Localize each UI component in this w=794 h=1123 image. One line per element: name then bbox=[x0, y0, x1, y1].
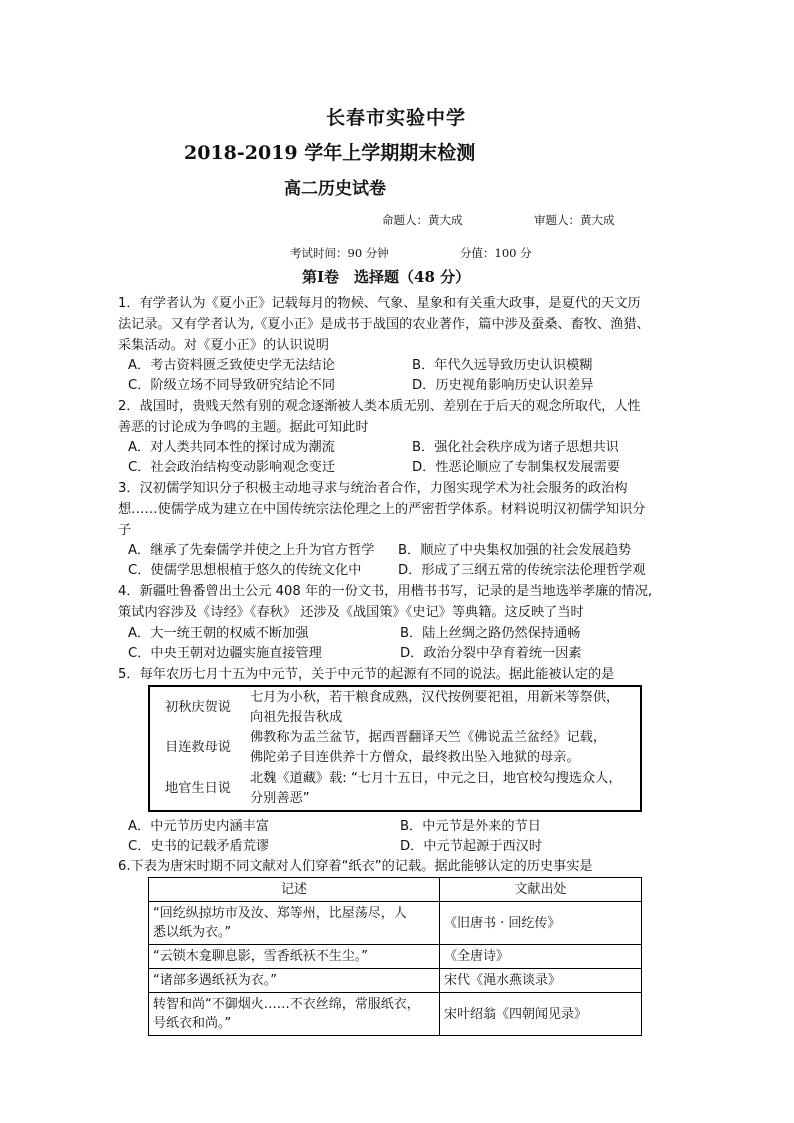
q1-line-2: 法记录。又有学者认为,《夏小正》是成书于战国的农业著作，篇中涉及蚕桑、畜牧、渔猎、 bbox=[118, 317, 650, 332]
q6-record bbox=[149, 993, 440, 1036]
q6-source: 宋代《渑水燕谈录》 bbox=[440, 969, 642, 993]
q5-option-a: A．中元节历史内涵丰富 bbox=[128, 819, 269, 834]
q5-row-line: 向祖先报告秋成 bbox=[250, 709, 343, 725]
q4-option-d: D．政治分裂中孕育着统一因素 bbox=[400, 646, 582, 661]
q5-option-c: C．史书的记载矛盾荒谬 bbox=[128, 839, 270, 854]
q5-row-line: 七月为小秋，若干粮食成熟，汉代按例要祀祖，用新米等祭供， bbox=[250, 689, 620, 705]
table-row bbox=[149, 686, 641, 728]
q5-row-text bbox=[246, 686, 641, 728]
q4-option-c: C．中央王朝对边疆实施直接管理 bbox=[128, 646, 322, 661]
q6-record-line: 号纸衣和尚。” bbox=[153, 1016, 232, 1031]
q6-record-line: “诸部多遇纸袄为衣。” bbox=[153, 973, 277, 988]
q1-line-3: 采集活动。对《夏小正》的认识说明 bbox=[118, 338, 329, 353]
q6-table bbox=[148, 877, 642, 1036]
q6-record bbox=[149, 902, 440, 945]
table-row bbox=[149, 945, 642, 969]
table-row bbox=[149, 993, 642, 1036]
q4-option-a: A．大一统王朝的权威不断加强 bbox=[128, 626, 309, 641]
q6-source: 《旧唐书 · 回纥传》 bbox=[440, 902, 642, 945]
q5-row-line: 分别善恶” bbox=[250, 791, 310, 807]
q5-row-text bbox=[246, 769, 641, 811]
q3-option-c: C．使儒学思想根植于悠久的传统文化中 bbox=[128, 563, 362, 578]
q1-option-d: D．历史视角影响历史认识差异 bbox=[412, 378, 594, 393]
q5-option-d: D．中元节起源于西汉时 bbox=[400, 839, 543, 854]
q1-line-1: 1．有学者认为《夏小正》记载每月的物候、气象、星象和有关重大政事，是夏代的天文历 bbox=[118, 296, 641, 311]
q3-line-3: 子 bbox=[118, 523, 132, 538]
q2-option-b: B．强化社会秩序成为诸子思想共识 bbox=[412, 440, 619, 455]
q1-option-c: C．阶级立场不同导致研究结论不同 bbox=[128, 378, 336, 393]
q5-row-key: 目连救母说 bbox=[165, 740, 231, 756]
setter: 命题人：黄大成 bbox=[382, 213, 463, 227]
q6-source: 《全唐诗》 bbox=[440, 945, 642, 969]
table-row bbox=[149, 769, 641, 811]
exam-score: 分值：100 分 bbox=[460, 246, 532, 260]
table-row bbox=[149, 969, 642, 993]
q5-row-line: 佛教称为盂兰盆节，据西晋翻译天竺《佛说盂兰盆经》记载， bbox=[250, 730, 607, 746]
q6-record-line: 转智和尚“不御烟火……不衣丝绵，常服纸衣， bbox=[153, 997, 420, 1012]
q2-line-2: 善恶的讨论成为争鸣的主题。据此可知此时 bbox=[118, 420, 369, 435]
q6-stem: 6.下表为唐宋时期不同文献对人们穿着“纸衣”的记载。据此能够认定的历史事实是 bbox=[118, 859, 593, 874]
section-title: 第Ⅰ卷 选择题（48 分） bbox=[302, 268, 471, 286]
q5-row-line: 佛陀弟子目连供养十方僧众，最终救出坠入地狱的母亲。 bbox=[250, 750, 580, 766]
q6-record bbox=[149, 945, 440, 969]
q6-record-line: “云锁木龛聊息影，雪香纸袄不生尘。” bbox=[153, 949, 368, 964]
school-name: 长春市实验中学 bbox=[326, 107, 467, 129]
q3-line-2: 想……使儒学成为建立在中国传统宗法伦理之上的严密哲学体系。材料说明汉初儒学知识分 bbox=[118, 502, 646, 517]
table-header-row bbox=[149, 878, 642, 902]
table-row bbox=[149, 728, 641, 769]
q4-line-1: 4．新疆吐鲁番曾出土公元 408 年的一份文书，用楷书书写，记录的是当地选举孝廉的情况, bbox=[118, 584, 653, 599]
q3-line-1: 3．汉初儒学知识分子积极主动地寻求与统治者合作，力图实现学术为社会服务的政治构 bbox=[118, 481, 628, 496]
q3-option-a: A．继承了先秦儒学并使之上升为官方哲学 bbox=[128, 543, 375, 558]
table-row bbox=[149, 902, 642, 945]
q3-option-d: D．形成了三纲五常的传统宗法伦理哲学观 bbox=[398, 563, 646, 578]
q5-row-line: 北魏《道藏》载: “七月十五日，中元之日，地官校勾搜选众人， bbox=[250, 771, 622, 787]
q6-header-source: 文献出处 bbox=[440, 878, 642, 902]
q5-option-b: B．中元节是外来的节日 bbox=[400, 819, 541, 834]
q6-record-line: 悉以纸为衣。” bbox=[153, 925, 232, 940]
q2-option-a: A．对人类共同本性的探讨成为潮流 bbox=[128, 440, 335, 455]
q6-header-record: 记述 bbox=[149, 878, 440, 902]
q6-record bbox=[149, 969, 440, 993]
q5-row-key: 地官生日说 bbox=[165, 781, 231, 797]
q1-option-a: A．考古资料匮乏致使史学无法结论 bbox=[128, 358, 335, 373]
q4-line-2: 策试内容涉及《诗经》《春秋》 还涉及《战国策》《史记》等典籍。这反映了当时 bbox=[118, 605, 584, 620]
reviewer: 审题人：黄大成 bbox=[534, 213, 615, 227]
q5-stem: 5．每年农历七月十五为中元节，关于中元节的起源有不同的说法。据此能被认定的是 bbox=[118, 667, 615, 682]
q5-table bbox=[148, 685, 642, 812]
q5-row-key: 初秋庆贺说 bbox=[165, 699, 231, 715]
q3-option-b: B．顺应了中央集权加强的社会发展趋势 bbox=[398, 543, 632, 558]
q6-record-line: “回纥纵掠坊市及汝、郑等州，比屋荡尽，人 bbox=[153, 906, 407, 921]
exam-subject: 高二历史试卷 bbox=[284, 179, 386, 199]
q1-option-b: B．年代久远导致历史认识模糊 bbox=[412, 358, 593, 373]
q2-option-c: C．社会政治结构变动影响观念变迁 bbox=[128, 460, 336, 475]
exam-time: 考试时间：90 分钟 bbox=[290, 246, 389, 260]
q2-line-1: 2．战国时，贵贱天然有别的观念逐渐被人类本质无别、差别在于后天的观念所取代，人性 bbox=[118, 399, 641, 414]
q5-row-text bbox=[246, 728, 641, 769]
q6-source: 宋叶绍翁《四朝闻见录》 bbox=[440, 993, 642, 1036]
exam-term: 2018-2019 学年上学期期末检测 bbox=[184, 142, 476, 164]
q4-option-b: B．陆上丝绸之路仍然保持通畅 bbox=[400, 626, 581, 641]
q2-option-d: D．性恶论顺应了专制集权发展需要 bbox=[412, 460, 620, 475]
